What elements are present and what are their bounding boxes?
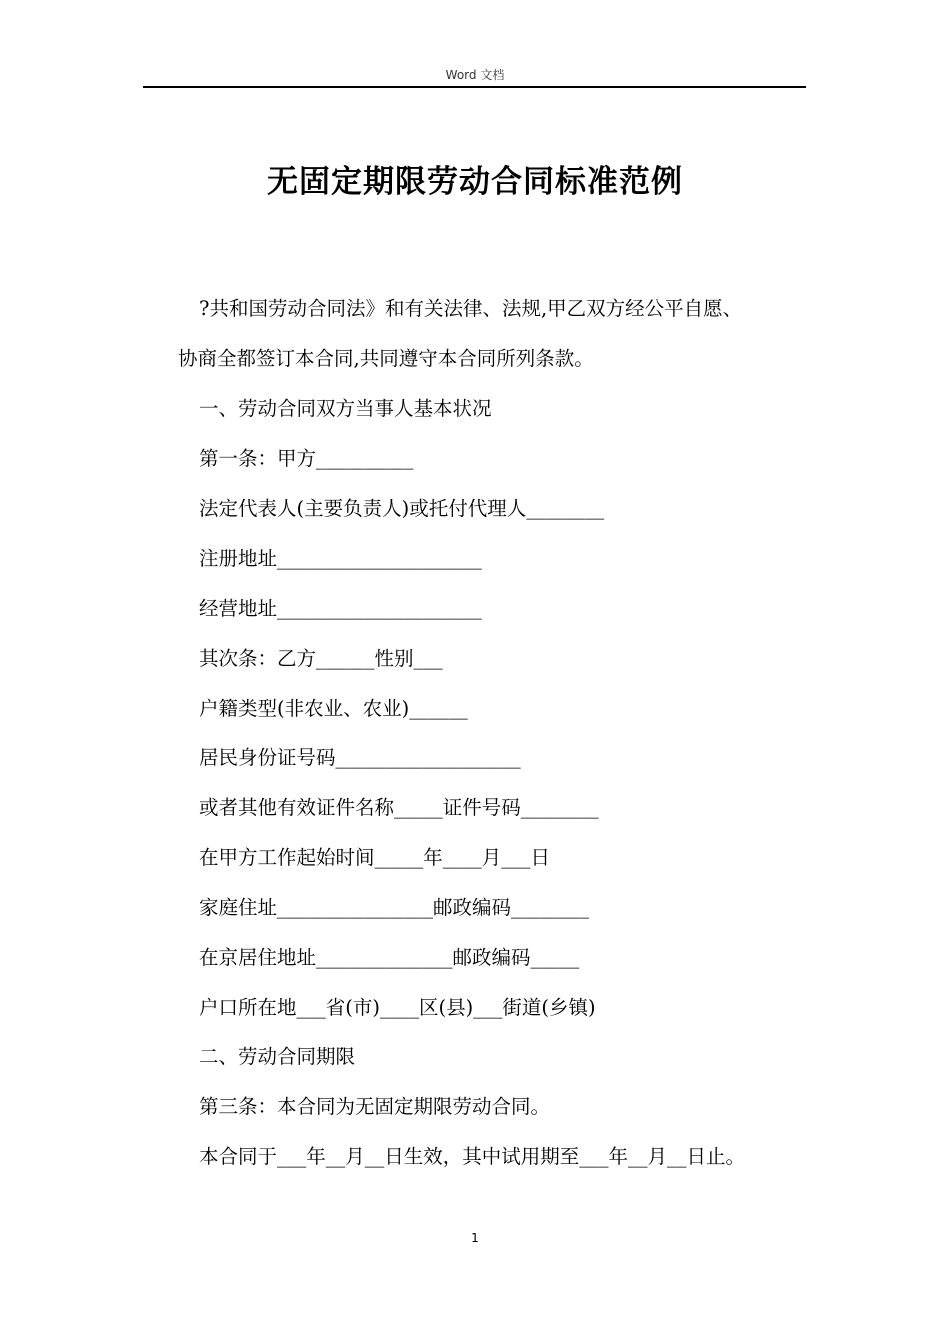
body-line: 注册地址_____________________ xyxy=(199,547,482,570)
body-line: 经营地址_____________________ xyxy=(199,597,482,620)
body-line: 法定代表人(主要负责人)或托付代理人________ xyxy=(199,497,605,520)
body-line: 本合同于___年__月__日生效，其中试用期至___年__月__日止。 xyxy=(199,1145,746,1168)
body-line: 在京居住地址______________邮政编码_____ xyxy=(199,946,580,969)
body-line: 或者其他有效证件名称_____证件号码________ xyxy=(199,796,599,819)
header-label: Word 文档 xyxy=(445,68,505,82)
section-heading: 二、劳动合同期限 xyxy=(199,1045,356,1068)
body-line: 户籍类型(非农业、农业)______ xyxy=(199,697,468,720)
document-title: 无固定期限劳动合同标准范例 xyxy=(267,164,683,200)
body-line: 户口所在地___省(市)____区(县)___街道(乡镇) xyxy=(199,996,596,1019)
page-number: 1 xyxy=(471,1231,479,1245)
body-line: 居民身份证号码___________________ xyxy=(199,746,521,769)
body-line: ?共和国劳动合同法》和有关法律、法规,甲乙双方经公平自愿、 xyxy=(199,297,743,320)
body-line: 其次条：乙方______性别___ xyxy=(199,647,443,670)
section-heading: 一、劳动合同双方当事人基本状况 xyxy=(199,397,492,420)
body-line: 第三条：本合同为无固定期限劳动合同。 xyxy=(199,1095,551,1118)
body-line: 第一条：甲方__________ xyxy=(199,447,414,470)
body-line: 在甲方工作起始时间_____年____月___日 xyxy=(199,846,551,869)
body-line: 家庭住址________________邮政编码________ xyxy=(199,896,590,919)
header-divider xyxy=(143,86,806,88)
body-line: 协商全都签订本合同,共同遵守本合同所列条款。 xyxy=(178,347,594,370)
